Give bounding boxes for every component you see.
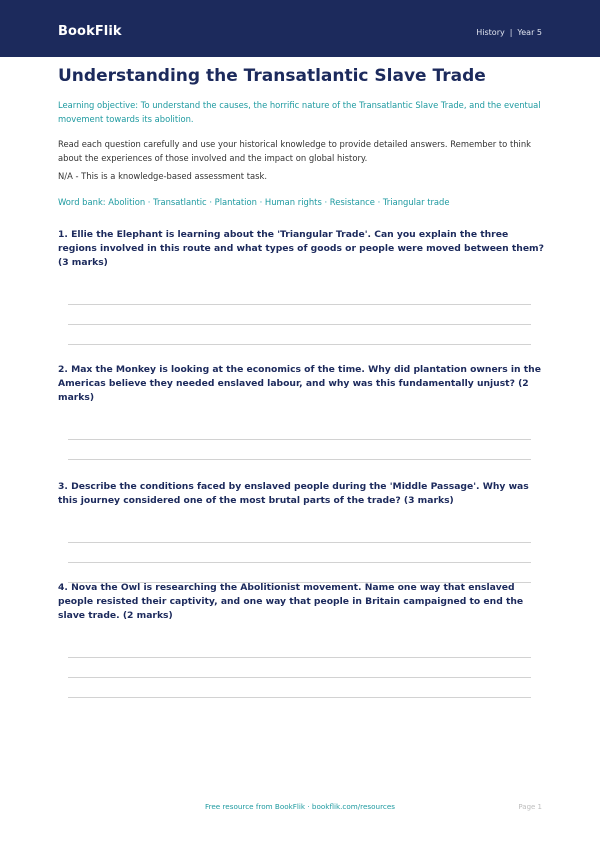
answer-line[interactable] <box>68 542 531 543</box>
subject-label: History <box>476 28 505 37</box>
answer-line[interactable] <box>68 439 531 440</box>
page-number: Page 1 <box>518 803 542 811</box>
question-1: 1. Ellie the Elephant is learning about the 'Triangular Trade'. Can you explain the three regions involved in this route and what types of goods or people were moved between them? (3 marks) <box>58 229 544 269</box>
word-bank: Word bank: Abolition · Transatlantic · Plantation · Human rights · Resistance · Triangular trade <box>58 197 450 207</box>
answer-line[interactable] <box>68 697 531 698</box>
footer-credit: Free resource from BookFlik · bookflik.com/resources <box>204 802 396 811</box>
question-3: 3. Describe the conditions faced by enslaved people during the 'Middle Passage'. Why was this journey considered one of the most brutal parts of the trade? (3 marks) <box>58 481 529 507</box>
year-label: Year 5 <box>517 28 542 37</box>
answer-line[interactable] <box>68 344 531 345</box>
header-bar <box>0 0 600 57</box>
answer-line[interactable] <box>68 459 531 460</box>
meta-separator: | <box>509 28 513 37</box>
answer-line[interactable] <box>68 562 531 563</box>
answer-line[interactable] <box>68 677 531 678</box>
question-2: 2. Max the Monkey is looking at the economics of the time. Why did plantation owners in the Americas believe they needed enslaved labour, and why was this fundamentally unjust? (2 marks) <box>58 364 541 404</box>
answer-line[interactable] <box>68 657 531 658</box>
learning-objective: Learning objective: To understand the causes, the horrific nature of the Transatlantic Slave Trade, and the eventual movement towards its abolition. <box>58 100 541 124</box>
instructions-text: Read each question carefully and use your historical knowledge to provide detailed answers. Remember to think about the experiences of those involved and the impact on global history. <box>58 139 532 163</box>
subject-year-label <box>476 28 542 37</box>
question-4: 4. Nova the Owl is researching the Abolitionist movement. Name one way that enslaved people resisted their captivity, and one way that people in Britain campaigned to end the slave trade. (2 marks) <box>58 582 524 622</box>
brand-logo: BookFlik <box>58 24 122 39</box>
task-note: N/A - This is a knowledge-based assessment task. <box>58 171 268 181</box>
answer-line[interactable] <box>68 304 531 305</box>
answer-line[interactable] <box>68 324 531 325</box>
page-title: Understanding the Transatlantic Slave Trade <box>58 66 486 86</box>
